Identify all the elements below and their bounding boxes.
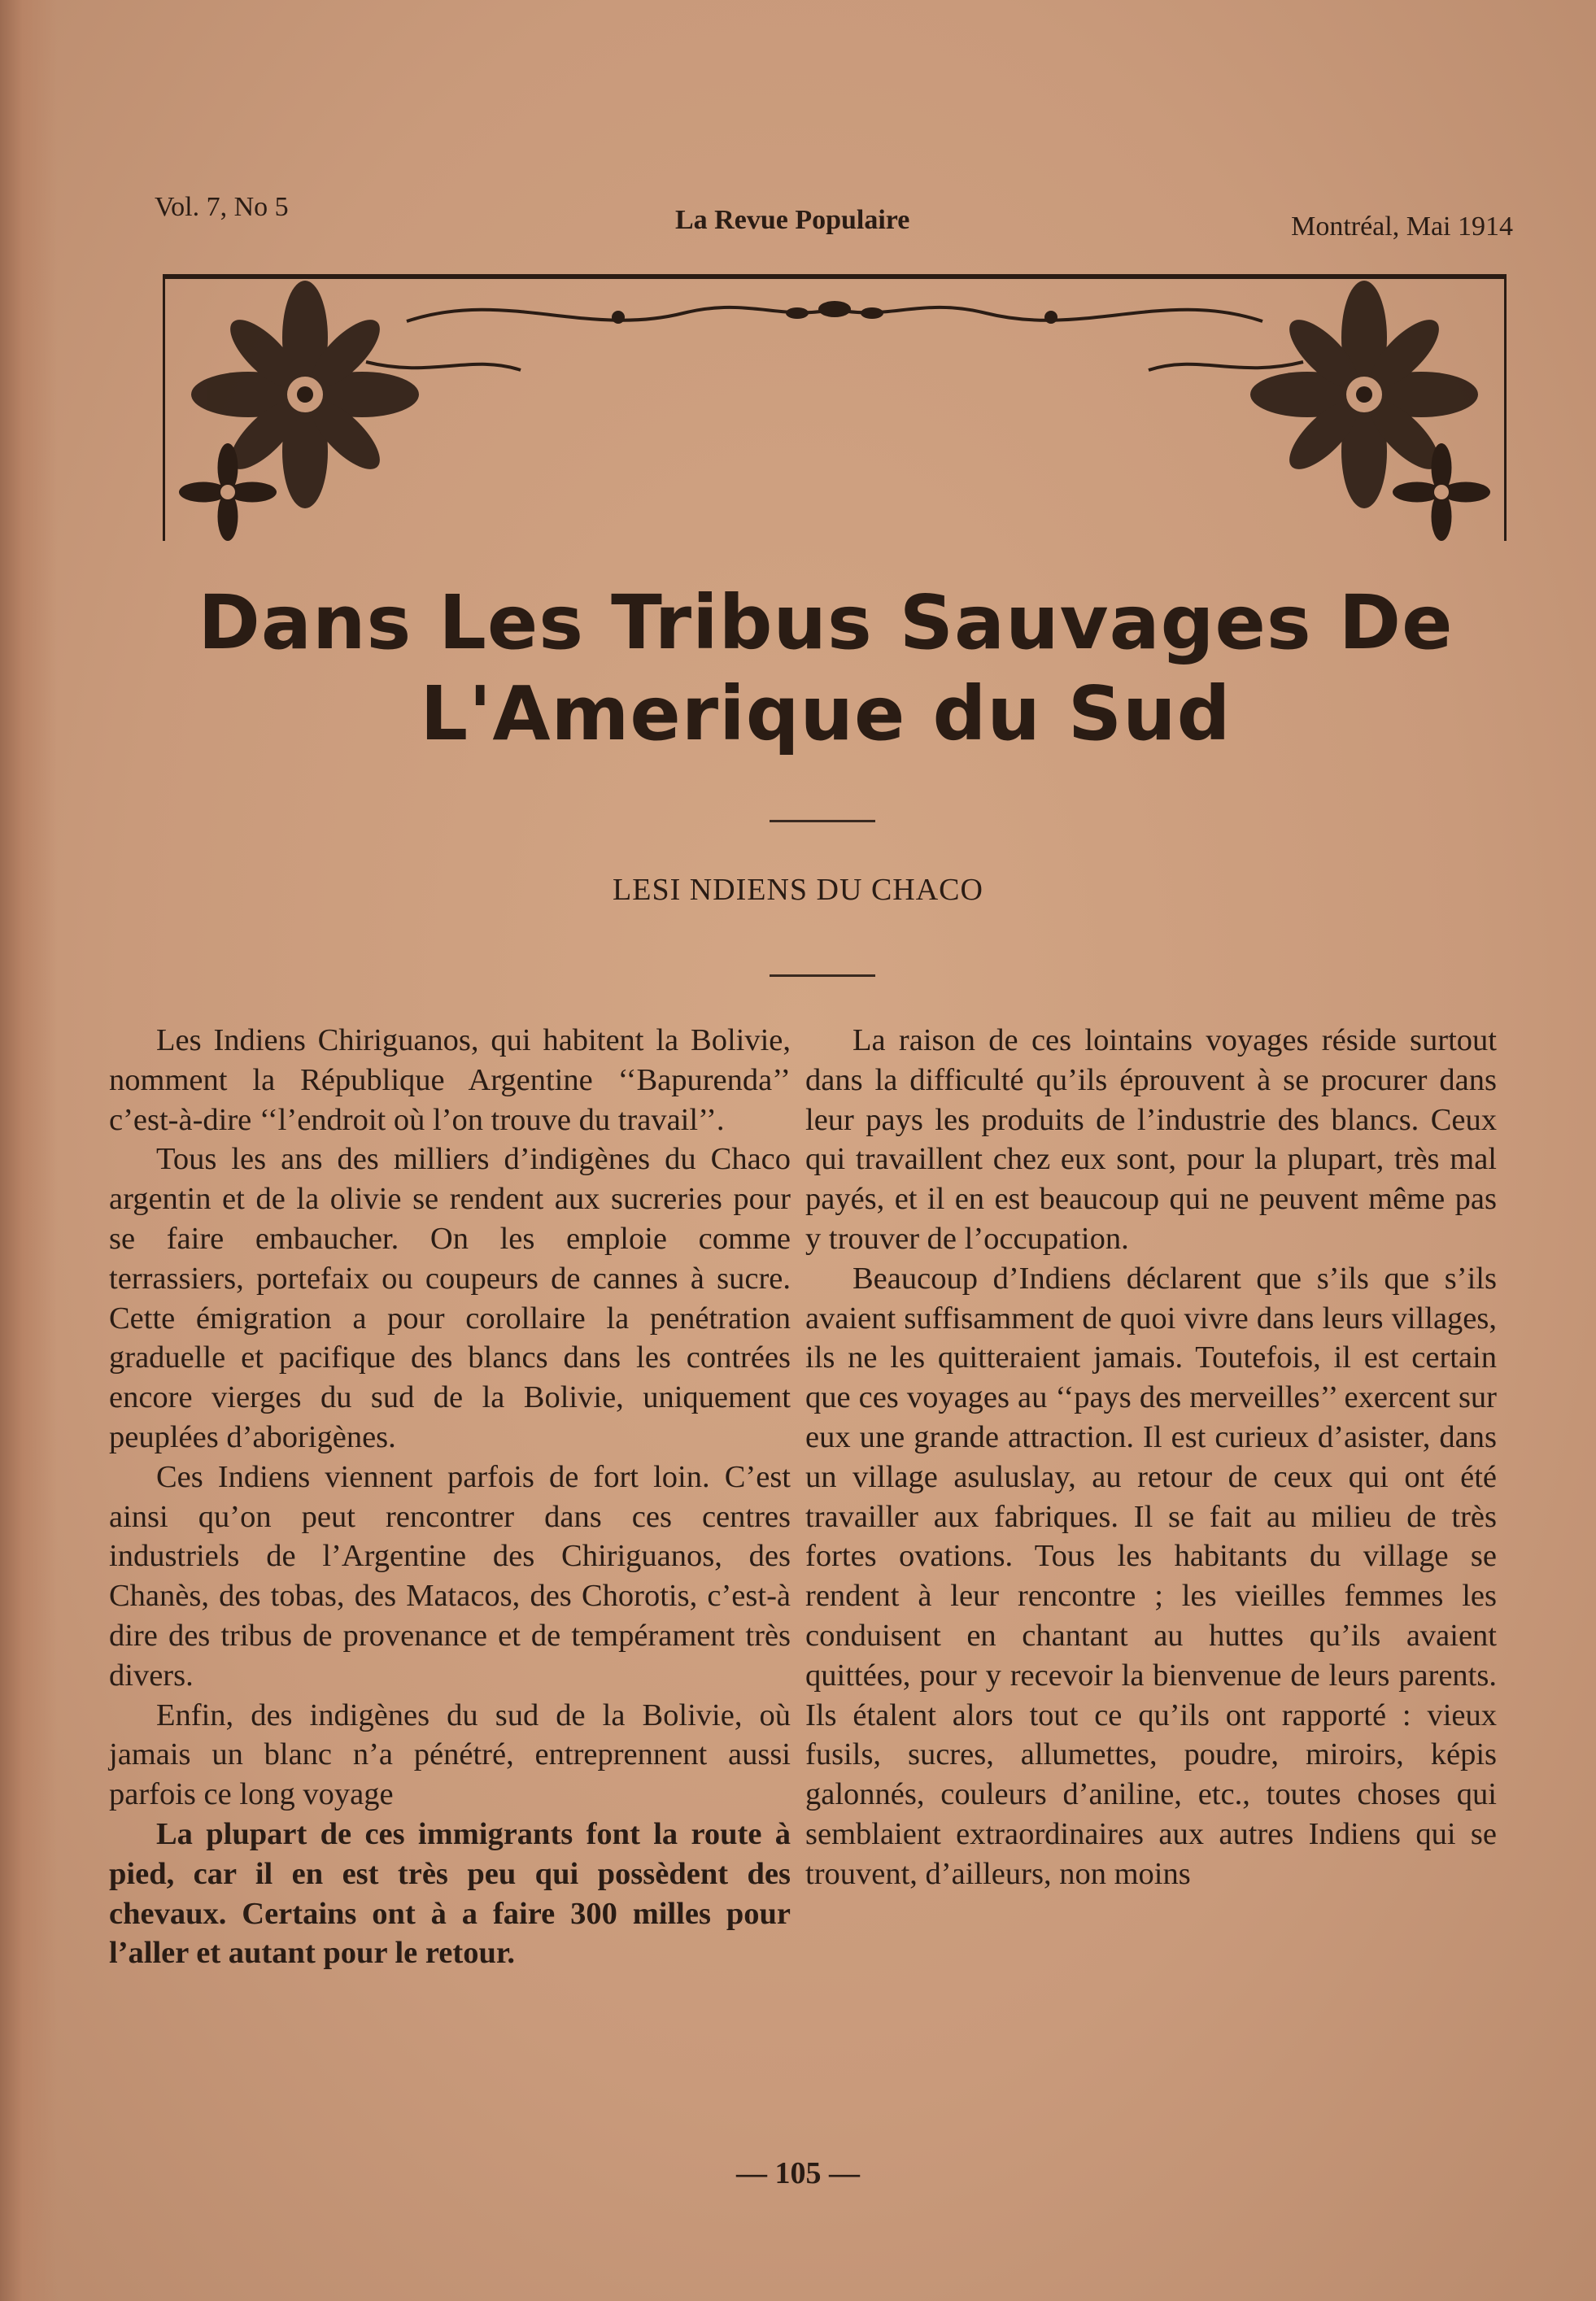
journal-name: La Revue Populaire <box>675 205 910 235</box>
title-line-2: L'Amerique du Sud <box>420 670 1232 757</box>
article-subtitle: LESI NDIENS DU CHACO <box>613 873 983 907</box>
page-binding-shadow <box>0 0 57 2301</box>
paragraph: Beaucoup d’Indiens déclarent que s’ils que s’ils avaient suffisamment de quoi vivre dans leurs villages, ils ne les quitteraient jamais. Toutefois, il est certain que ces voyages au ‘‘pays des merveilles’’ exercent sur eux une grande attraction. Il est curieux d’asister, dans un village asuluslay, au retour de ceux qui ont été travailler aux fabriques. Il se fait au milieu de très fortes ovations. Tous les habitants du village se rendent à leur rencontre ; les vieilles femmes les conduisent en chantant au huttes qu’ils avaient quittées, pour y recevoir la bienvenue de leurs parents. Ils étalent alors tout ce qu’ils ont rapporté : vieux fusils, sucres, allumettes, poudre, miroirs, képis galonnés, couleurs d’aniline, etc., toutes choses qui semblaient extraordinaires aux autres Indiens qui se trouvent, d’ailleurs, non moins <box>805 1261 1497 1891</box>
article-title <box>122 577 1529 760</box>
divider-rule-top <box>770 820 875 822</box>
paragraph: Tous les ans des milliers d’indigènes du Chaco argentin et de la olivie se rendent aux sucreries pour se faire embaucher. On les emploie comme terrassiers, portefaix ou coupeurs de cannes à sucre. Cette émigration a pour corollaire la penétration graduelle et pacifique des blancs dans les contrées encore vierges du sud de la Bolivie, uniquement peuplées d’aborigènes. <box>109 1142 791 1454</box>
running-header <box>155 189 1513 242</box>
floral-border-icon <box>163 272 1507 541</box>
paragraph: Les Indiens Chiriguanos, qui habitent la Bolivie, nomment la République Argentine ‘‘Bapurenda’’ c’est-à-dire ‘‘l’endroit où l’on trouve du travail’’. <box>109 1023 791 1137</box>
divider-rule-bottom <box>770 974 875 977</box>
right-column <box>805 1021 1497 1894</box>
paragraph: Enfin, des indigènes du sud de la Bolivie, où jamais un blanc n’a pénétré, entreprennent aussi parfois ce long voyage <box>109 1697 791 1812</box>
volume-number: Vol. 7, No 5 <box>155 192 289 222</box>
page-number: — 105 — <box>736 2156 860 2190</box>
title-line-1: Dans Les Tribus Sauvages De <box>198 579 1454 666</box>
paragraph: Ces Indiens viennent parfois de fort loin. C’est ainsi qu’on peut rencontrer dans ces centres industriels de l’Argentine des Chiriguanos, des Chanès, des tobas, des Matacos, des Chorotis, c’est-à dire des tribus de provenance et de tempérament très divers. <box>109 1459 791 1693</box>
paragraph: La raison de ces lointains voyages réside surtout dans la difficulté qu’ils éprouvent à se procurer dans leur pays les produits de l’industrie des blancs. Ceux qui travaillent chez eux sont, pour la plupart, très mal payés, et il en est beaucoup qui ne peuvent même pas y trouver de l’occupation. <box>805 1023 1497 1256</box>
paragraph: La plupart de ces immigrants font la route à pied, car il en est très peu qui possèdent des chevaux. Certains ont à a faire 300 milles pour l’aller et autant pour le retour. <box>109 1816 791 1971</box>
place-date: Montréal, Mai 1914 <box>1291 211 1513 242</box>
left-column <box>109 1021 791 1973</box>
